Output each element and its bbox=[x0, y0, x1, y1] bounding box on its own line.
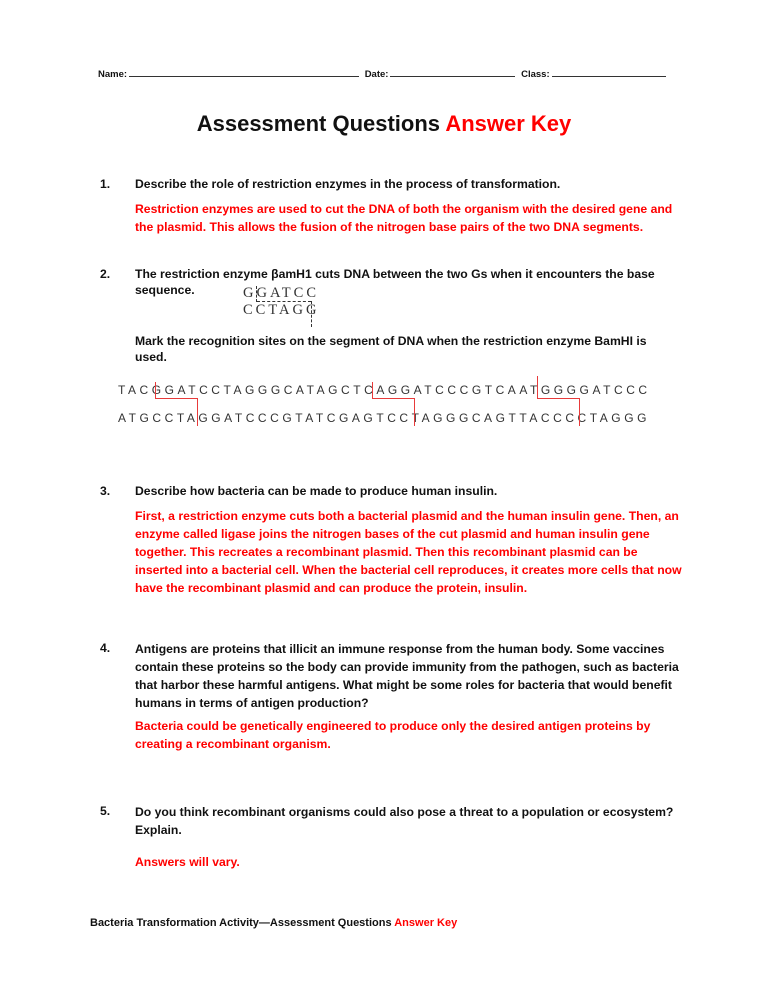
cut-line-middle bbox=[257, 301, 311, 302]
name-label: Name: bbox=[98, 69, 128, 80]
answer-4: Bacteria could be genetically engineered to produce only the desired antigen proteins by creating a recombinant organism. bbox=[135, 719, 651, 751]
cut-mark-1-mid[interactable] bbox=[155, 398, 197, 399]
cut-mark-3-bottom[interactable] bbox=[579, 398, 580, 426]
header-fields bbox=[98, 67, 678, 80]
cut-mark-2-mid[interactable] bbox=[372, 398, 414, 399]
cut-line-bottom bbox=[311, 301, 312, 327]
dna-strand-top: TACGGATCCTAGGGCATAGCTCAGGATCCCGTCAATGGGGATCCC bbox=[118, 383, 651, 397]
answer-3: First, a restriction enzyme cuts both a bacterial plasmid and the human insulin gene. Then, an enzyme called ligase joins the nitrogen bases of the cut plasmid and human insulin gene together. This recreates a recombinant plasmid. Then this recombinant plasmid can be inserted into a bacterial cell. When the bacterial cell reproduces, it creates more cells that now have the recombinant plasmid and can produce the protein, insulin. bbox=[135, 509, 682, 595]
page-title: Assessment Questions Answer Key bbox=[196, 111, 572, 136]
date-field[interactable] bbox=[390, 67, 515, 77]
date-label: Date: bbox=[364, 69, 389, 80]
name-field[interactable] bbox=[129, 67, 359, 77]
recognition-sequence: GGATCC CCTAGG bbox=[243, 285, 320, 318]
question-2-subtext: Mark the recognition sites on the segment of DNA when the restriction enzyme BamHI is used. bbox=[135, 334, 647, 364]
question-1: 1. Describe the role of restriction enzymes in the process of transformation. bbox=[100, 177, 561, 191]
page-footer: Bacteria Transformation Activity—Assessment Questions Answer Key bbox=[90, 917, 458, 929]
cut-line-top bbox=[256, 286, 257, 302]
answer-5: Answers will vary. bbox=[135, 855, 240, 869]
cut-mark-3-top[interactable] bbox=[537, 376, 538, 398]
answer-1: Restriction enzymes are used to cut the DNA of both the organism with the desired gene and the plasmid. This allows the fusion of the nitrogen base pairs of the two DNA segments. bbox=[135, 202, 673, 234]
question-3: 3. Describe how bacteria can be made to produce human insulin. bbox=[100, 484, 498, 498]
cut-mark-1-bottom[interactable] bbox=[197, 398, 198, 426]
dna-strand-bottom: ATGCCTAGGATCCCGTATCGAGTCCTAGGGCAGTTACCCCTAGGG bbox=[118, 411, 650, 425]
question-2: 2. The restriction enzyme βamH1 cuts DNA between the two Gs when it encounters the base sequence. bbox=[100, 267, 655, 297]
question-5: 5. Do you think recombinant organisms could also pose a threat to a population or ecosystem? Explain. bbox=[100, 804, 674, 837]
cut-mark-2-top[interactable] bbox=[372, 382, 373, 398]
cut-mark-3-mid[interactable] bbox=[537, 398, 579, 399]
class-field[interactable] bbox=[552, 67, 666, 77]
class-label: Class: bbox=[521, 69, 550, 80]
question-4: 4. Antigens are proteins that illicit an immune response from the human body. Some vaccines contain these proteins so the body can provide immunity from the pathogen, such as bacteria that harbor these harmful antigens. What might be some roles for bacteria that would benefit humans in terms of antigen production? bbox=[100, 641, 679, 710]
cut-mark-1-top[interactable] bbox=[155, 382, 156, 398]
cut-mark-2-bottom[interactable] bbox=[414, 398, 415, 426]
